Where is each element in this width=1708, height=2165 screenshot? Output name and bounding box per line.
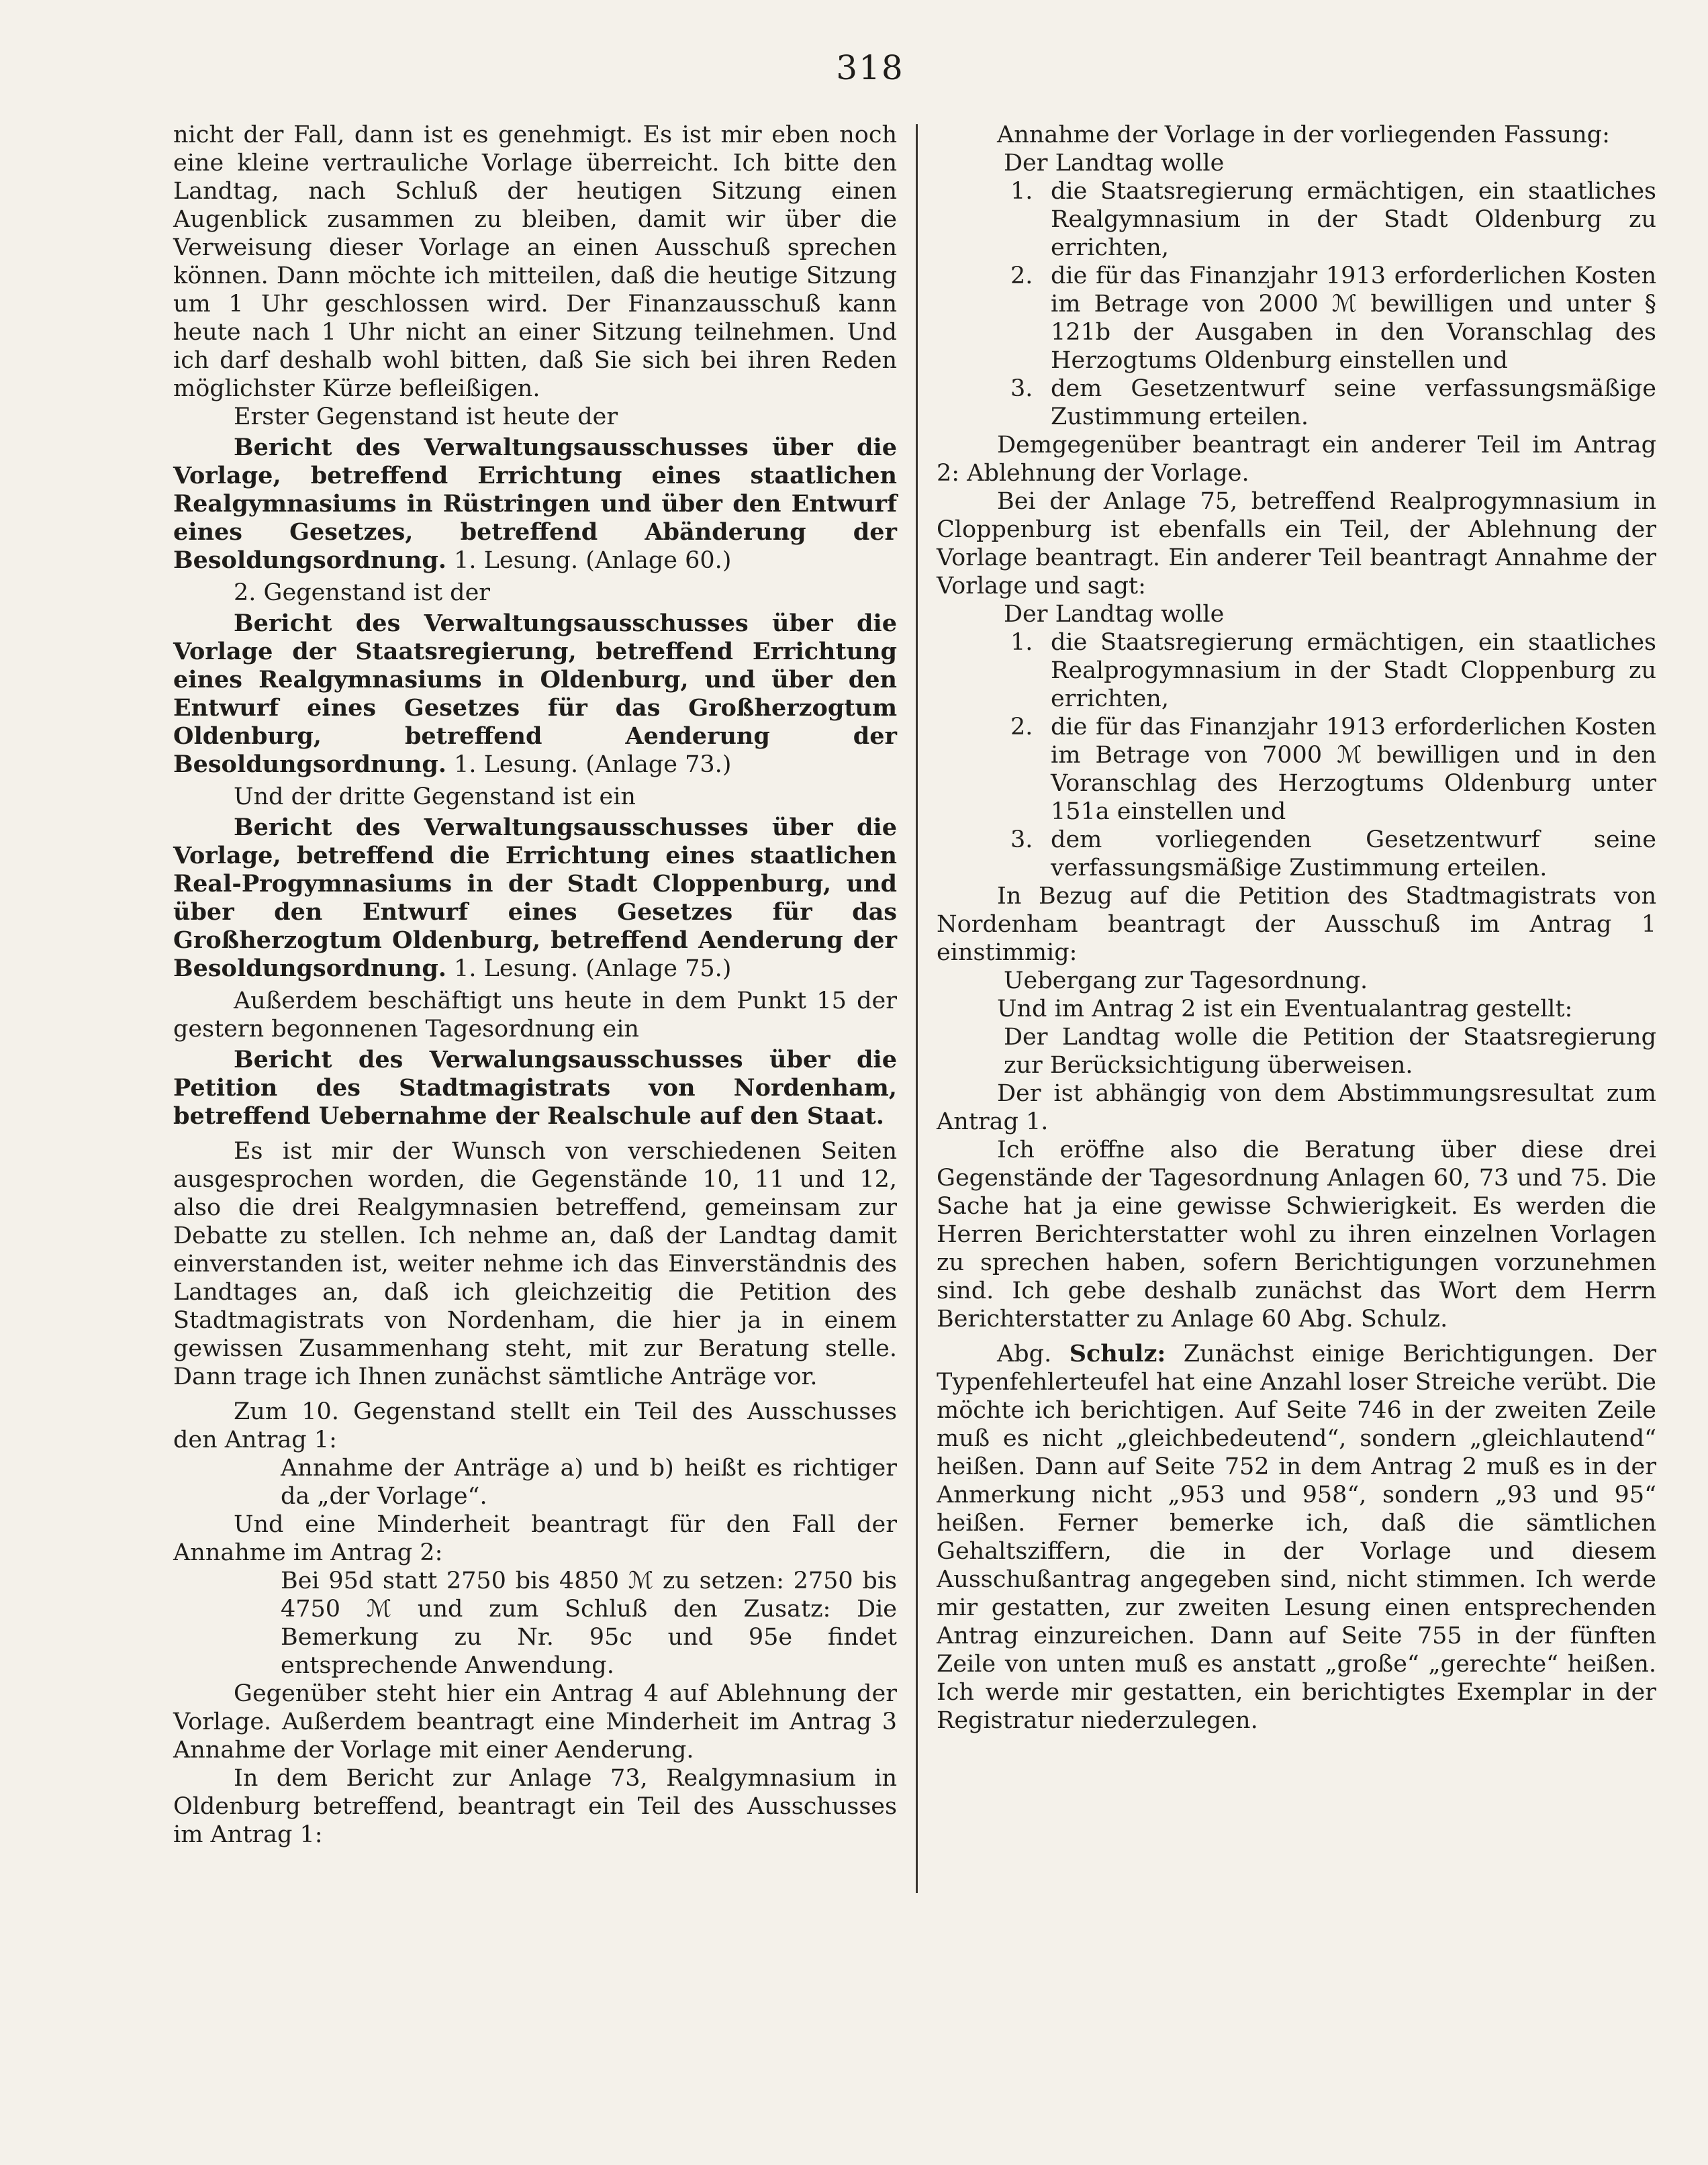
list-text: die für das Finanzjahr 1913 erforderlichen Kosten im Betrage von 2000 ℳ bewilligen und unter § 121b der Ausgaben in den Voranschlag des Herzogtums Oldenburg einstellen und — [1051, 262, 1656, 374]
paragraph: Gegenüber steht hier ein Antrag 4 auf Ablehnung der Vorlage. Außerdem beantragt eine Minderheit im Antrag 3 Annahme der Vorlage mit einer Aenderung. — [173, 1680, 897, 1764]
paragraph: Und der dritte Gegenstand ist ein — [234, 783, 636, 810]
agenda-title: Bericht des Verwaltungsausschusses über die Vorlage der Staatsregierung, betreffend Errichtung eines Realgymnasiums in Oldenburg, und über den Entwurf eines Gesetzes für das Großherzogtum Oldenburg, betreffend Aenderung der Besoldungsordnung. — [173, 610, 897, 778]
quoted-motion: Uebergang zur Tagesordnung. — [1004, 967, 1368, 994]
agenda-reading: 1. Lesung. (Anlage 75.) — [446, 955, 732, 982]
quoted-motion: Der Landtag wolle die Petition der Staatsregierung zur Berücksichtigung überweisen. — [1004, 1024, 1656, 1079]
list-number: 2. — [1010, 262, 1033, 289]
paragraph: Und eine Minderheit beantragt für den Fall der Annahme im Antrag 2: — [173, 1511, 897, 1566]
list-number: 1. — [1010, 178, 1033, 205]
agenda-title: Bericht des Verwaltungsausschusses über die Vorlage, betreffend Errichtung eines staatlichen Realgymnasiums in Rüstringen und über den Entwurf eines Gesetzes, betreffend Abänderung der Besoldungsordnung. — [173, 434, 897, 574]
list-item — [937, 713, 1656, 826]
list-item — [937, 375, 1656, 431]
speaker-prefix: Abg. — [997, 1341, 1070, 1367]
paragraph: Der Landtag wolle — [1004, 601, 1225, 628]
agenda-heading — [173, 434, 897, 575]
agenda-heading — [173, 814, 897, 983]
paragraph: In dem Bericht zur Anlage 73, Realgymnasium in Oldenburg betreffend, beantragt ein Teil des Ausschusses im Antrag 1: — [173, 1765, 897, 1848]
paragraph: Bei der Anlage 75, betreffend Realprogymnasium in Cloppenburg ist ebenfalls ein Teil, der Ablehnung der Vorlage beantragt. Ein anderer Teil beantragt Annahme der Vorlage und sagt: — [937, 488, 1656, 599]
paragraph: 2. Gegenstand ist der — [234, 579, 491, 606]
list-text: die für das Finanzjahr 1913 erforderlichen Kosten im Betrage von 7000 ℳ bewilligen und in den Voranschlag des Herzogtums Oldenburg unter 151a einstellen und — [1051, 714, 1656, 825]
list-item — [937, 262, 1656, 375]
paragraph: Und im Antrag 2 ist ein Eventualantrag gestellt: — [997, 996, 1573, 1022]
list-item — [937, 826, 1656, 882]
paragraph: Der ist abhängig von dem Abstimmungsresultat zum Antrag 1. — [937, 1080, 1656, 1135]
quoted-motion: Annahme der Anträge a) und b) heißt es richtiger da „der Vorlage“. — [281, 1455, 897, 1510]
right-column — [937, 121, 1656, 1735]
paragraph: Zum 10. Gegenstand stellt ein Teil des Ausschusses den Antrag 1: — [173, 1398, 897, 1453]
paragraph: Demgegenüber beantragt ein anderer Teil im Antrag 2: Ablehnung der Vorlage. — [937, 432, 1656, 487]
paragraph: Erster Gegenstand ist heute der — [234, 403, 618, 430]
list-number: 3. — [1010, 375, 1033, 402]
list-item — [937, 628, 1656, 713]
paragraph: Annahme der Vorlage in der vorliegenden Fassung: — [997, 122, 1610, 148]
list-number: 1. — [1010, 629, 1033, 656]
list-item — [937, 177, 1656, 262]
list-text: dem vorliegenden Gesetzentwurf seine verfassungsmäßige Zustimmung erteilen. — [1051, 826, 1656, 881]
list-text: die Staatsregierung ermächtigen, ein staatliches Realgymnasium in der Stadt Oldenburg zu errichten, — [1051, 178, 1656, 261]
speech-text: Zunächst einige Berichtigungen. Der Typenfehlerteufel hat eine Anzahl loser Streiche verübt. Die möchte ich berichtigen. Auf Seite 746 in der zweiten Zeile muß es nicht „gleichbedeutend“, sondern „gleichlautend“ heißen. Dann auf Seite 752 in dem Antrag 2 muß es in der Anmerkung nicht „953 und 958“, sondern „93 und 95“ heißen. Ferner bemerke ich, daß die sämtlichen Gehaltsziffern, die in der Vorlage und diesem Ausschußantrag angegeben sind, nicht stimmen. Ich werde mir gestatten, zur zweiten Lesung einen entsprechenden Antrag einzureichen. Dann auf Seite 755 in der fünften Zeile von unten muß es anstatt „große“ „gerechte“ heißen. Ich werde mir gestatten, ein berichtigtes Exemplar in der Registratur niederzulegen. — [937, 1341, 1656, 1734]
agenda-heading — [173, 610, 897, 779]
paragraph: Der Landtag wolle — [1004, 150, 1225, 177]
page-number: 318 — [836, 48, 904, 87]
quoted-motion: Bei 95d statt 2750 bis 4850 ℳ zu setzen: 2750 bis 4750 ℳ und zum Schluß den Zusatz: Die Bemerkung zu Nr. 95c und 95e findet entsprechende Anwendung. — [281, 1568, 897, 1679]
paragraph: Außerdem beschäftigt uns heute in dem Punkt 15 der gestern begonnenen Tagesordnung ein — [173, 988, 897, 1043]
paragraph: Es ist mir der Wunsch von verschiedenen Seiten ausgesprochen worden, die Gegenstände 10, 11 und 12, also die drei Realgymnasien betreffend, gemeinsam zur Debatte zu stellen. Ich nehme an, daß der Landtag damit einverstanden ist, weiter nehme ich das Einverständnis des Landtages an, daß ich gleichzeitig die Petition des Stadtmagistrats von Nordenham, die hier ja in einem gewissen Zusammenhang steht, mit zur Beratung stelle. Dann trage ich Ihnen zunächst sämtliche Anträge vor. — [173, 1138, 897, 1390]
speech-paragraph — [937, 1340, 1656, 1735]
agenda-reading: 1. Lesung. (Anlage 73.) — [446, 751, 732, 778]
speaker-name: Schulz: — [1069, 1340, 1166, 1367]
agenda-title: Bericht des Verwaltungsausschusses über die Vorlage, betreffend die Errichtung eines staatlichen Real-Progymnasiums in der Stadt Cloppenburg, und über den Entwurf eines Gesetzes für das Großherzogtum Oldenburg, betreffend Aenderung der Besoldungsordnung. — [173, 814, 897, 982]
paragraph: In Bezug auf die Petition des Stadtmagistrats von Nordenham beantragt der Ausschuß im Antrag 1 einstimmig: — [937, 883, 1656, 966]
agenda-heading: Bericht des Verwalungsausschusses über die Petition des Stadtmagistrats von Nordenham, betreffend Uebernahme der Realschule auf den Staat. — [173, 1046, 897, 1130]
list-text: dem Gesetzentwurf seine verfassungsmäßige Zustimmung erteilen. — [1051, 375, 1656, 430]
left-column — [173, 121, 897, 1849]
agenda-reading: 1. Lesung. (Anlage 60.) — [446, 547, 732, 574]
list-text: die Staatsregierung ermächtigen, ein staatliches Realprogymnasium in der Stadt Cloppenburg zu errichten, — [1051, 629, 1656, 712]
motion-list — [937, 628, 1656, 882]
list-number: 3. — [1010, 826, 1033, 853]
paragraph: Ich eröffne also die Beratung über diese drei Gegenstände der Tagesordnung Anlagen 60, 73 und 75. Die Sache hat ja eine gewisse Schwierigkeit. Es werden die Herren Berichterstatter wohl zu ihren einzelnen Vorlagen zu sprechen haben, sofern Berichtigungen vorzunehmen sind. Ich gebe deshalb zunächst das Wort dem Herrn Berichterstatter zu Anlage 60 Abg. Schulz. — [937, 1137, 1656, 1333]
motion-list — [937, 177, 1656, 431]
column-divider — [916, 124, 918, 1893]
list-number: 2. — [1010, 714, 1033, 740]
paragraph: nicht der Fall, dann ist es genehmigt. Es ist mir eben noch eine kleine vertrauliche Vorlage überreicht. Ich bitte den Landtag, nach Schluß der heutigen Sitzung einen Augenblick zusammen zu bleiben, damit wir über die Verweisung dieser Vorlage an einen Ausschuß sprechen können. Dann möchte ich mitteilen, daß die heutige Sitzung um 1 Uhr geschlossen wird. Der Finanzausschuß kann heute nach 1 Uhr nicht an einer Sitzung teilnehmen. Und ich darf deshalb wohl bitten, daß Sie sich bei ihren Reden möglichster Kürze befleißigen. — [173, 122, 897, 402]
